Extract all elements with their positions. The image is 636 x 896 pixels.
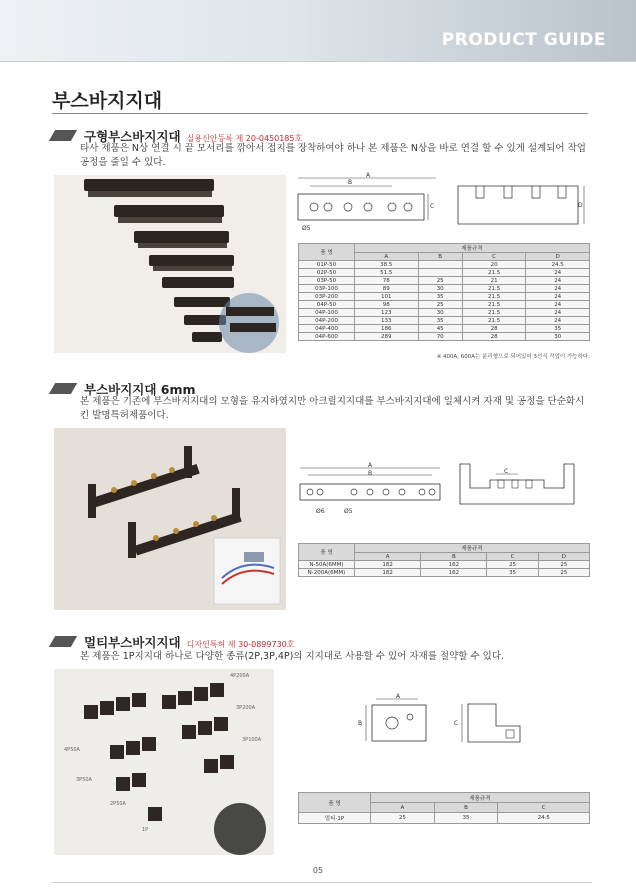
table-cell-value: 25 xyxy=(538,561,589,569)
table-3-col-b: B xyxy=(434,803,498,813)
section-2-side-drawing xyxy=(456,460,586,508)
section-2-description: 본 제품은 기존에 부스바지지대의 모형을 유지하였지만 아크릴지지대를 부스바지지대에 일체시켜 자재 및 공정을 단순화시킨 발명특허제품이다. xyxy=(80,396,585,421)
section-1-patent-note: 실용신안등록 제 20-0450185호 xyxy=(186,134,303,143)
table-cell-value: 186 xyxy=(355,325,419,333)
table-2-col-b: B xyxy=(421,553,487,561)
table-cell-value xyxy=(418,261,462,269)
photo-label-3p200a: 3P200A xyxy=(236,705,256,711)
table-row xyxy=(299,277,590,285)
table-cell-value: 25 xyxy=(371,813,435,824)
table-cell-value: 24 xyxy=(526,309,590,317)
table-cell-value: 133 xyxy=(355,317,419,325)
table-2-group-header: 제품규격 xyxy=(355,544,590,553)
table-row xyxy=(299,317,590,325)
table-cell-value: 162 xyxy=(421,561,487,569)
table-cell-value: 30 xyxy=(526,333,590,341)
table-cell-name: 02P-50 xyxy=(299,269,355,277)
table-1-col-c: C xyxy=(462,253,526,261)
section-3-front-drawing xyxy=(356,693,438,749)
photo-label-3p100a: 3P100A xyxy=(242,737,262,743)
table-3-col-c: C xyxy=(498,803,590,813)
section-2-product-photo xyxy=(54,428,286,610)
section-marker-icon xyxy=(49,130,77,141)
dim-label-b: B xyxy=(368,470,373,477)
dim-label-c: C xyxy=(430,203,435,210)
dim-label-a: A xyxy=(396,693,401,700)
table-cell-value: 30 xyxy=(418,309,462,317)
section-1-product-photo xyxy=(54,175,286,353)
table-cell-value: 21.5 xyxy=(462,285,526,293)
table-cell-value: 70 xyxy=(418,333,462,341)
multi-support-photo-illustration xyxy=(54,669,274,855)
table-cell-name: 04P-600 xyxy=(299,333,355,341)
table-row xyxy=(299,561,590,569)
section-3-spec-table xyxy=(298,792,590,824)
table-row xyxy=(299,309,590,317)
header-band xyxy=(0,0,636,62)
table-cell-value: 24 xyxy=(526,285,590,293)
table-cell-value: 289 xyxy=(355,333,419,341)
table-cell-value: 24.5 xyxy=(498,813,590,824)
section-marker-icon xyxy=(49,636,77,647)
page-number: 05 xyxy=(312,866,324,875)
table-2-col-c: C xyxy=(487,553,538,561)
table-cell-value: 24.5 xyxy=(526,261,590,269)
section-1-footnote: ※ 400A, 600A는 분리형으로 되어있어 3선식 작업이 가능하다. xyxy=(436,354,590,360)
section-marker-icon xyxy=(49,383,77,394)
heading-divider xyxy=(52,113,588,114)
table-cell-value: 20 xyxy=(462,261,526,269)
footer-divider xyxy=(52,882,592,883)
table-cell-value: 123 xyxy=(355,309,419,317)
dim-label-d: D xyxy=(578,202,583,209)
section-3-side-drawing xyxy=(454,700,534,748)
table-cell-value: 45 xyxy=(418,325,462,333)
table-cell-value: 30 xyxy=(418,285,462,293)
table-cell-name: 03P-50 xyxy=(299,277,355,285)
photo-label-4p200a: 4P200A xyxy=(230,673,250,679)
table-row xyxy=(299,325,590,333)
table-row xyxy=(299,285,590,293)
table-3-col-a: A xyxy=(371,803,435,813)
table-cell-value: 21.5 xyxy=(462,317,526,325)
table-cell-value: 38.5 xyxy=(355,261,419,269)
table-cell-value: 21.5 xyxy=(462,301,526,309)
product-guide-title: PRODUCT GUIDE xyxy=(441,30,606,50)
table-cell-value: 21 xyxy=(462,277,526,285)
table-cell-name: 01P-50 xyxy=(299,261,355,269)
table-row xyxy=(299,333,590,341)
table-cell-value: 28 xyxy=(462,333,526,341)
dim-label-b: B xyxy=(348,179,353,186)
dim-label-c: C xyxy=(454,720,459,727)
table-cell-value: 28 xyxy=(462,325,526,333)
table-2-name-header: 품 명 xyxy=(299,544,355,561)
table-cell-name: 04P-50 xyxy=(299,301,355,309)
table-cell-value: 21.5 xyxy=(462,309,526,317)
dim-label-b: B xyxy=(358,720,363,727)
page-heading: 부스바지지대 xyxy=(52,90,163,112)
table-cell-name: 03P-100 xyxy=(299,285,355,293)
table-cell-name: 멀티-1P xyxy=(299,813,371,824)
table-cell-name: 04P-100 xyxy=(299,309,355,317)
table-cell-name: N-200A(6MM) xyxy=(299,569,355,577)
table-cell-value: 25 xyxy=(487,561,538,569)
section-1-title: 구형부스바지지대 xyxy=(84,129,181,144)
table-2-body xyxy=(299,561,590,577)
table-1-col-b: B xyxy=(418,253,462,261)
section-1-side-drawing xyxy=(454,182,592,230)
table-cell-value: 24 xyxy=(526,293,590,301)
table-cell-value: 78 xyxy=(355,277,419,285)
table-3-body xyxy=(299,813,590,824)
table-cell-value: 35 xyxy=(487,569,538,577)
table-cell-value: 21.5 xyxy=(462,293,526,301)
table-3-group-header: 제품규격 xyxy=(371,793,590,803)
table-1-group-header: 제품규격 xyxy=(355,244,590,253)
table-row xyxy=(299,269,590,277)
table-cell-value: 98 xyxy=(355,301,419,309)
section-3-patent-note: 디자인특허 제 30-0899730호 xyxy=(186,640,295,649)
section-3-description: 본 제품은 1P지지대 하나로 다양한 종류(2P,3P,4P)의 지지대로 사용할 수 있어 자재를 절약할 수 있다. xyxy=(80,651,505,662)
table-cell-name: 04P-400 xyxy=(299,325,355,333)
table-row xyxy=(299,569,590,577)
section-2-front-drawing xyxy=(296,462,446,520)
table-cell-value xyxy=(418,269,462,277)
table-cell-value: 35 xyxy=(434,813,498,824)
table-cell-value: 51.5 xyxy=(355,269,419,277)
table-cell-value: 35 xyxy=(418,317,462,325)
photo-label-4p50a: 4P50A xyxy=(64,747,80,753)
dim-label-a: A xyxy=(368,462,373,469)
section-2-spec-table xyxy=(298,543,590,577)
table-row xyxy=(299,261,590,269)
table-cell-value: 25 xyxy=(418,301,462,309)
table-cell-value: 35 xyxy=(418,293,462,301)
dim-label-dia5: Ø5 xyxy=(344,508,353,515)
dim-label-dia5: Ø5 xyxy=(302,225,311,232)
table-row xyxy=(299,301,590,309)
table-cell-value: 35 xyxy=(526,325,590,333)
table-1-col-a: A xyxy=(355,253,419,261)
busbar-6mm-photo-illustration xyxy=(54,428,286,610)
photo-label-3p50a: 3P50A xyxy=(76,777,92,783)
table-1-name-header: 품 명 xyxy=(299,244,355,261)
section-2-title: 부스바지지대 6mm xyxy=(84,382,196,397)
table-3-name-header: 품 명 xyxy=(299,793,371,813)
table-cell-name: 03P-200 xyxy=(299,293,355,301)
dim-label-a: A xyxy=(366,172,371,179)
section-1-description: 타사 제품은 N상 연결 시 끝 모서리를 깎아서 접지를 장착하여야 하나 본 제품은 N상을 바로 연결 할 수 있게 설계되어 작업 공정을 줄일 수 있다. xyxy=(80,143,586,168)
table-cell-value: 24 xyxy=(526,317,590,325)
table-cell-value: 25 xyxy=(418,277,462,285)
photo-label-2p50a: 2P50A xyxy=(110,801,126,807)
table-cell-value: 182 xyxy=(355,569,421,577)
table-2-col-a: A xyxy=(355,553,421,561)
table-cell-value: 182 xyxy=(355,561,421,569)
section-1-front-drawing xyxy=(296,172,441,234)
table-1-body xyxy=(299,261,590,341)
table-cell-value: 162 xyxy=(421,569,487,577)
table-cell-value: 21.5 xyxy=(462,269,526,277)
table-cell-value: 101 xyxy=(355,293,419,301)
table-cell-value: 24 xyxy=(526,269,590,277)
dim-label-c: C xyxy=(504,468,509,475)
dim-label-dia6: Ø6 xyxy=(316,508,325,515)
section-3-header xyxy=(52,633,295,651)
table-cell-value: 25 xyxy=(538,569,589,577)
busbar-support-photo-illustration xyxy=(54,175,286,353)
table-2-col-d: D xyxy=(538,553,589,561)
section-1-spec-table xyxy=(298,243,590,341)
table-cell-value: 89 xyxy=(355,285,419,293)
table-row xyxy=(299,293,590,301)
table-cell-value: 24 xyxy=(526,277,590,285)
table-cell-name: N-50A(6MM) xyxy=(299,561,355,569)
photo-label-1p: 1P xyxy=(142,827,149,833)
table-1-col-d: D xyxy=(526,253,590,261)
section-3-product-photo xyxy=(54,669,274,855)
table-row xyxy=(299,813,590,824)
section-3-title: 멀티부스바지지대 xyxy=(84,635,181,650)
table-cell-name: 04P-200 xyxy=(299,317,355,325)
table-cell-value: 24 xyxy=(526,301,590,309)
